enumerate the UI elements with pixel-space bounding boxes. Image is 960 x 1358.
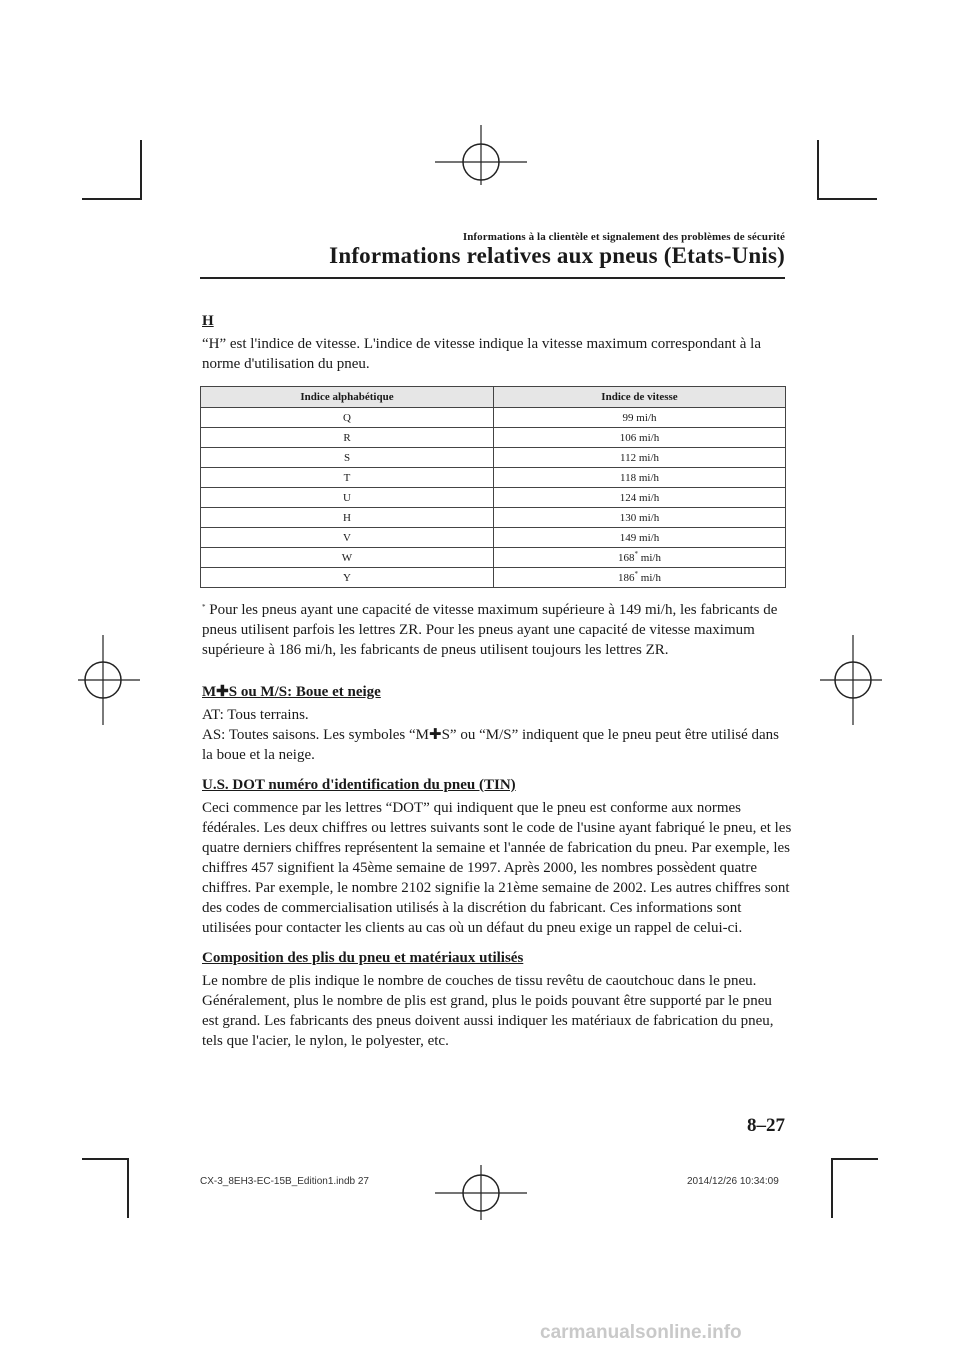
table-row xyxy=(201,408,786,428)
table-cell-speed: 99 mi/h xyxy=(494,408,786,428)
table-header-row xyxy=(201,387,786,408)
table-row xyxy=(201,528,786,548)
table-row xyxy=(201,488,786,508)
table-cell-letter: R xyxy=(201,428,494,448)
table-row xyxy=(201,468,786,488)
table-row xyxy=(201,508,786,528)
table-cell-letter: U xyxy=(201,488,494,508)
registration-mark-icon xyxy=(435,125,527,217)
table-cell-letter: W xyxy=(201,548,494,568)
table-row xyxy=(201,548,786,568)
table-row xyxy=(201,428,786,448)
footnote-marker: * xyxy=(634,549,639,558)
page-content xyxy=(202,311,792,1061)
table-cell-speed: 130 mi/h xyxy=(494,508,786,528)
table-cell-speed: 112 mi/h xyxy=(494,448,786,468)
table-cell-speed: 149 mi/h xyxy=(494,528,786,548)
registration-mark-icon xyxy=(820,630,890,730)
ply-body: Le nombre de plis indique le nombre de couches de tissu revêtu de caoutchouc dans le pneu. Généralement, plus le nombre de plis est grand, plus le poids pouvant être supporté par le pneu est grand. Les fabricants des pneus doivent aussi indiquer les matériaux de fabrication du pneu, tels que l'acier, le nylon, le polyester, etc. xyxy=(202,973,774,1049)
ms-heading: M✚S ou M/S: Boue et neige xyxy=(202,684,381,700)
table-cell-speed xyxy=(494,548,786,568)
table-cell-speed xyxy=(494,568,786,588)
table-cell-letter: V xyxy=(201,528,494,548)
table-cell-letter: T xyxy=(201,468,494,488)
footnote-text: Pour les pneus ayant une capacité de vitesse maximum supérieure à 149 mi/h, les fabricants de pneus utilisent parfois les lettres ZR. Pour les pneus ayant une capacité de vitesse maximum supérieure à 186 mi/h, les fabricants de pneus utilisent toujours les lettres ZR. xyxy=(202,602,778,658)
speed-value: 186 xyxy=(618,571,635,584)
page-number: 8–27 xyxy=(747,1115,785,1136)
ms-line-at: AT: Tous terrains. xyxy=(202,707,309,723)
table-cell-speed: 118 mi/h xyxy=(494,468,786,488)
crop-mark xyxy=(140,140,142,200)
speed-rating-table xyxy=(200,386,786,588)
page-title: Informations relatives aux pneus (Etats-Unis) xyxy=(329,243,785,268)
watermark: carmanualsonline.info xyxy=(540,1322,742,1343)
table-cell-letter: H xyxy=(201,508,494,528)
crop-mark xyxy=(82,198,142,200)
footnote-marker: * xyxy=(202,603,206,611)
dot-heading: U.S. DOT numéro d'identification du pneu (TIN) xyxy=(202,777,516,793)
speed-value: 168 xyxy=(618,551,635,564)
table-cell-letter: Q xyxy=(201,408,494,428)
table-cell-letter: Y xyxy=(201,568,494,588)
crop-mark xyxy=(82,1158,129,1160)
crop-mark xyxy=(127,1158,129,1218)
footer-timestamp: 2014/12/26 10:34:09 xyxy=(687,1176,779,1187)
footnote-marker: * xyxy=(634,569,639,578)
registration-mark-icon xyxy=(435,1160,527,1230)
section-label: Informations à la clientèle et signalement des problèmes de sécurité xyxy=(462,231,785,243)
table-row xyxy=(201,448,786,468)
speed-heading: H xyxy=(202,313,214,329)
crop-mark xyxy=(817,140,819,200)
crop-mark xyxy=(831,1158,833,1218)
header-divider xyxy=(200,277,785,279)
crop-mark xyxy=(831,1158,878,1160)
crop-mark xyxy=(817,198,877,200)
table-cell-letter: S xyxy=(201,448,494,468)
table-header-letter: Indice alphabétique xyxy=(201,387,494,408)
table-cell-speed: 106 mi/h xyxy=(494,428,786,448)
table-cell-speed: 124 mi/h xyxy=(494,488,786,508)
table-row xyxy=(201,568,786,588)
speed-unit: mi/h xyxy=(638,571,661,584)
footer-filename: CX-3_8EH3-EC-15B_Edition1.indb 27 xyxy=(200,1176,369,1187)
speed-intro: “H” est l'indice de vitesse. L'indice de vitesse indique la vitesse maximum correspondant à la norme d'utilisation du pneu. xyxy=(202,336,761,372)
dot-body: Ceci commence par les lettres “DOT” qui indiquent que le pneu est conforme aux normes fédérales. Les deux chiffres ou lettres suivants sont le code de l'usine ayant fabriqué le pneu, et les quatre derniers chiffres représentent la semaine et l'année de fabrication du pneu. Par exemple, les chiffres 457 signifient la 45ème semaine de 1997. Après 2000, les nombres possèdent quatre chiffres. Par exemple, le nombre 2102 signifie la 21ème semaine de 2002. Les autres chiffres sont des codes de commercialisation utilisés à la discrétion du fabricant. Ces informations sont utilisées pour contacter les clients au cas où un défaut du pneu exige un rappel de celui-ci. xyxy=(202,800,792,936)
speed-unit: mi/h xyxy=(638,551,661,564)
table-footnote xyxy=(202,600,792,660)
table-header-speed: Indice de vitesse xyxy=(494,387,786,408)
registration-mark-icon xyxy=(70,630,140,730)
ply-heading: Composition des plis du pneu et matériaux utilisés xyxy=(202,950,524,966)
ms-line-as: AS: Toutes saisons. Les symboles “M✚S” ou “M/S” indiquent que le pneu peut être utilisé dans la boue et la neige. xyxy=(202,727,780,763)
